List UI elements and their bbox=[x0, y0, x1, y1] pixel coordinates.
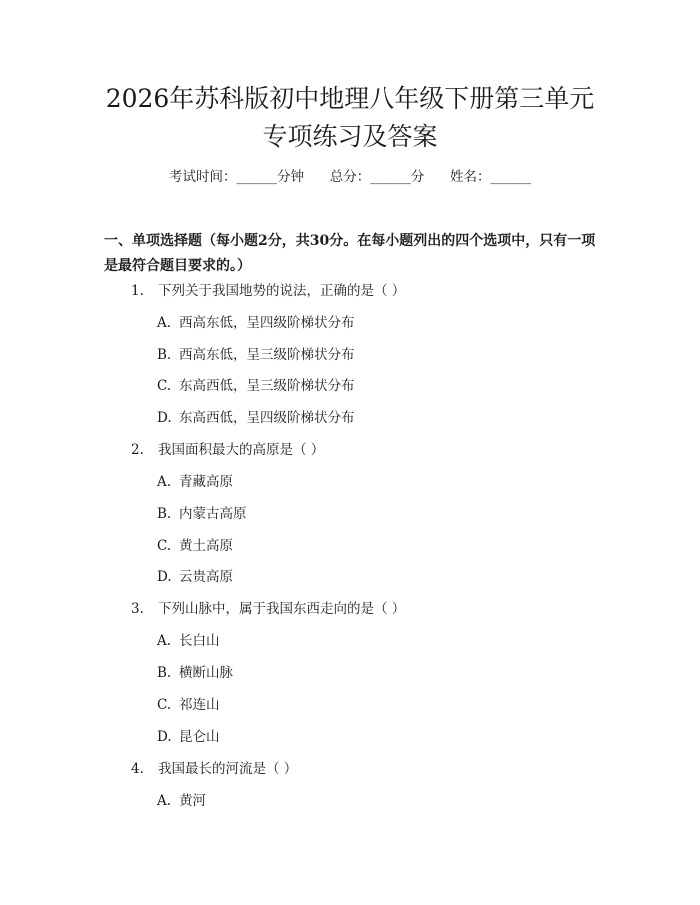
option-letter: A. bbox=[157, 315, 172, 331]
question-3 bbox=[131, 598, 405, 620]
document-title-line-1: 2026年苏科版初中地理八年级下册第三单元 bbox=[105, 84, 595, 113]
option-text: 西高东低，呈四级阶梯状分布 bbox=[179, 315, 355, 331]
option-letter: C. bbox=[157, 538, 172, 554]
option-text: 青藏高原 bbox=[179, 474, 233, 490]
section-heading: 一、单项选择题（每小题2分，共30分。在每小题列出的四个选项中，只有一项是最符合题目要求的。） bbox=[104, 233, 596, 274]
question-number: 4. bbox=[131, 761, 144, 777]
document-title-line-2: 专项练习及答案 bbox=[262, 122, 438, 151]
option-text: 西高东低，呈三级阶梯状分布 bbox=[179, 347, 355, 363]
option-text: 祁连山 bbox=[179, 697, 220, 713]
question-number: 1. bbox=[131, 283, 144, 299]
option-text: 内蒙古高原 bbox=[179, 506, 247, 522]
option-text: 黄河 bbox=[179, 793, 206, 809]
option-letter: D. bbox=[157, 569, 172, 585]
option-text: 云贵高原 bbox=[179, 569, 233, 585]
option-letter: D. bbox=[157, 410, 172, 426]
option-letter: A. bbox=[157, 474, 172, 490]
option bbox=[157, 503, 247, 525]
question-1 bbox=[131, 280, 405, 302]
option bbox=[157, 726, 220, 748]
option-letter: A. bbox=[157, 633, 172, 649]
option bbox=[157, 662, 233, 684]
option bbox=[157, 407, 355, 429]
question-number: 3. bbox=[131, 601, 144, 617]
option bbox=[157, 471, 233, 493]
option-text: 昆仑山 bbox=[179, 729, 220, 745]
option-text: 长白山 bbox=[179, 633, 220, 649]
option-letter: B. bbox=[157, 506, 172, 522]
question-text: 下列关于我国地势的说法，正确的是（ ） bbox=[158, 283, 406, 299]
option bbox=[157, 375, 355, 397]
option-letter: B. bbox=[157, 665, 172, 681]
option bbox=[157, 312, 355, 334]
option-letter: B. bbox=[157, 347, 172, 363]
option-text: 黄土高原 bbox=[179, 538, 233, 554]
option-letter: C. bbox=[157, 378, 172, 394]
option bbox=[157, 630, 220, 652]
option-letter: C. bbox=[157, 697, 172, 713]
option-text: 横断山脉 bbox=[179, 665, 233, 681]
option bbox=[157, 344, 355, 366]
question-text: 我国面积最大的高原是（ ） bbox=[158, 442, 325, 458]
option bbox=[157, 790, 206, 812]
question-text: 我国最长的河流是（ ） bbox=[158, 761, 298, 777]
option-letter: A. bbox=[157, 793, 172, 809]
option-letter: D. bbox=[157, 729, 172, 745]
option bbox=[157, 566, 233, 588]
option-text: 东高西低，呈四级阶梯状分布 bbox=[179, 410, 355, 426]
question-text: 下列山脉中，属于我国东西走向的是（ ） bbox=[158, 601, 406, 617]
option bbox=[157, 694, 220, 716]
question-4 bbox=[131, 758, 297, 780]
question-2 bbox=[131, 439, 324, 461]
option bbox=[157, 535, 233, 557]
exam-info-line: 考试时间：______分钟 总分：______分 姓名：______ bbox=[169, 169, 531, 185]
question-number: 2. bbox=[131, 442, 144, 458]
option-text: 东高西低，呈三级阶梯状分布 bbox=[179, 378, 355, 394]
